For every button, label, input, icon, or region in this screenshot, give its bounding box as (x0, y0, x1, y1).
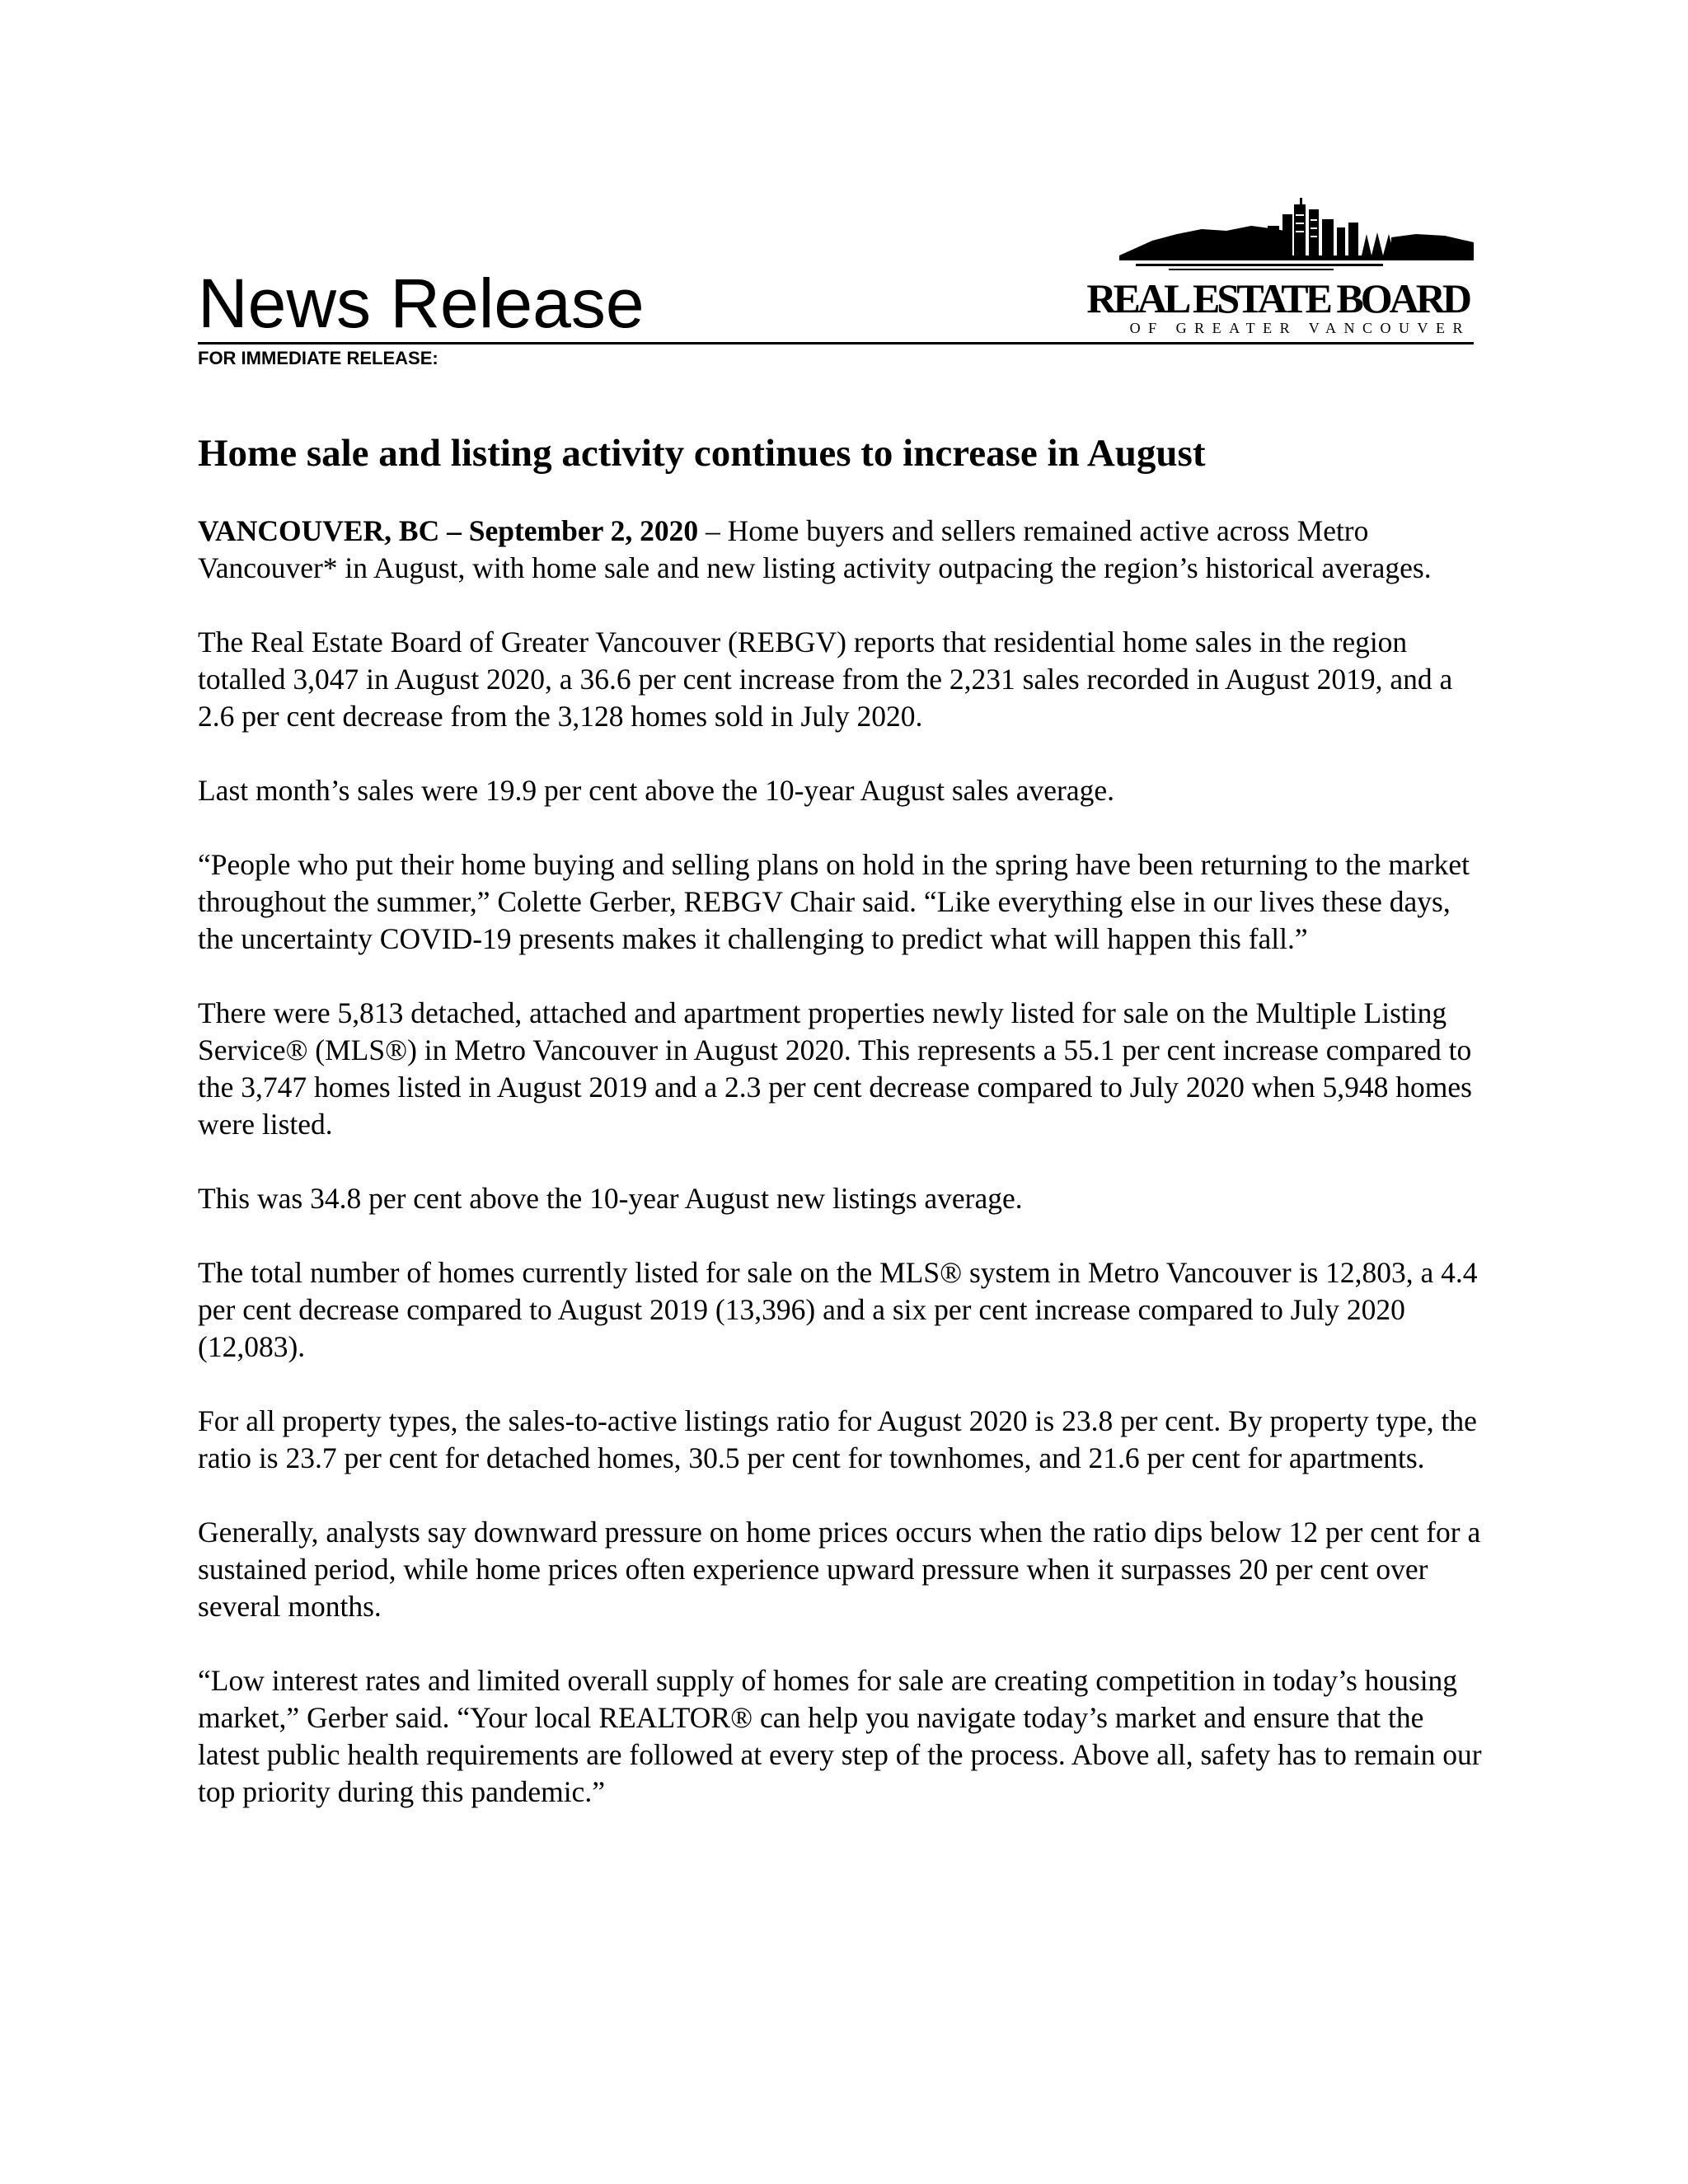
paragraph-9: Generally, analysts say downward pressure on home prices occurs when the ratio dips below 12 per cent for a sustained period, while home prices often experience upward pressure when it surpasses 20 per cent over several months. (198, 1516, 1481, 1623)
news-release-title: News Release (198, 265, 645, 342)
paragraph-5: There were 5,813 detached, attached and apartment properties newly listed for sale on the Multiple Listing Service® (MLS®) in Metro Vancouver in August 2020. This represents a 55.1 per cent increase compared to the 3,747 homes listed in August 2019 and a 2.3 per cent decrease compared to July 2020 when 5,948 homes were listed. (198, 996, 1472, 1141)
paragraph-1 (198, 513, 1484, 587)
paragraph-6: This was 34.8 per cent above the 10-year August new listings average. (198, 1182, 1023, 1215)
paragraph-7: The total number of homes currently listed for sale on the MLS® system in Metro Vancouver is 12,803, a 4.4 per cent decrease compared to August 2019 (13,396) and a six per cent increase compared to July 2020 (12,083). (198, 1256, 1478, 1363)
paragraph-3: Last month’s sales were 19.9 per cent above the 10-year August sales average. (198, 774, 1114, 807)
paragraph-2: The Real Estate Board of Greater Vancouver (REBGV) reports that residential home sales in the region totalled 3,047 in August 2020, a 36.6 per cent increase from the 2,231 sales recorded in August 2019, and a 2.6 per cent decrease from the 3,128 homes sold in July 2020. (198, 626, 1453, 733)
city-skyline-icon (1119, 198, 1474, 277)
header-rule (198, 342, 1474, 344)
paragraph-1-text: – Home buyers and sellers remained active across Metro Vancouver* in August, with home sale and new listing activity outpacing the region’s historical averages. (198, 514, 1432, 584)
headline: Home sale and listing activity continues to increase in August (198, 432, 1206, 475)
release-note: FOR IMMEDIATE RELEASE: (198, 348, 438, 368)
dateline: VANCOUVER, BC – September 2, 2020 (198, 514, 699, 547)
paragraph-10: “Low interest rates and limited overall supply of homes for sale are creating competition in today’s housing market,” Gerber said. “Your local REALTOR® can help you navigate today’s market and ensure that the latest public health requirements are followed at every step of the process. Above all, safety has to remain our top priority during this pandemic.” (198, 1664, 1482, 1808)
logo-subtitle: OF GREATER VANCOUVER (1129, 320, 1470, 336)
rebgv-logo (1086, 198, 1474, 340)
paragraph-8: For all property types, the sales-to-active listings ratio for August 2020 is 23.8 per cent. By property type, the ratio is 23.7 per cent for detached homes, 30.5 per cent for townhomes, and 21.6 per cent for apartments. (198, 1404, 1477, 1474)
logo-name: REAL ESTATE BOARD (1086, 275, 1469, 321)
page-header (198, 198, 1474, 371)
article-body (198, 513, 1484, 1848)
paragraph-4: “People who put their home buying and selling plans on hold in the spring have been returning to the market throughout the summer,” Colette Gerber, REBGV Chair said. “Like everything else in our lives these days, the uncertainty COVID-19 presents makes it challenging to predict what will happen this fall.” (198, 848, 1470, 955)
